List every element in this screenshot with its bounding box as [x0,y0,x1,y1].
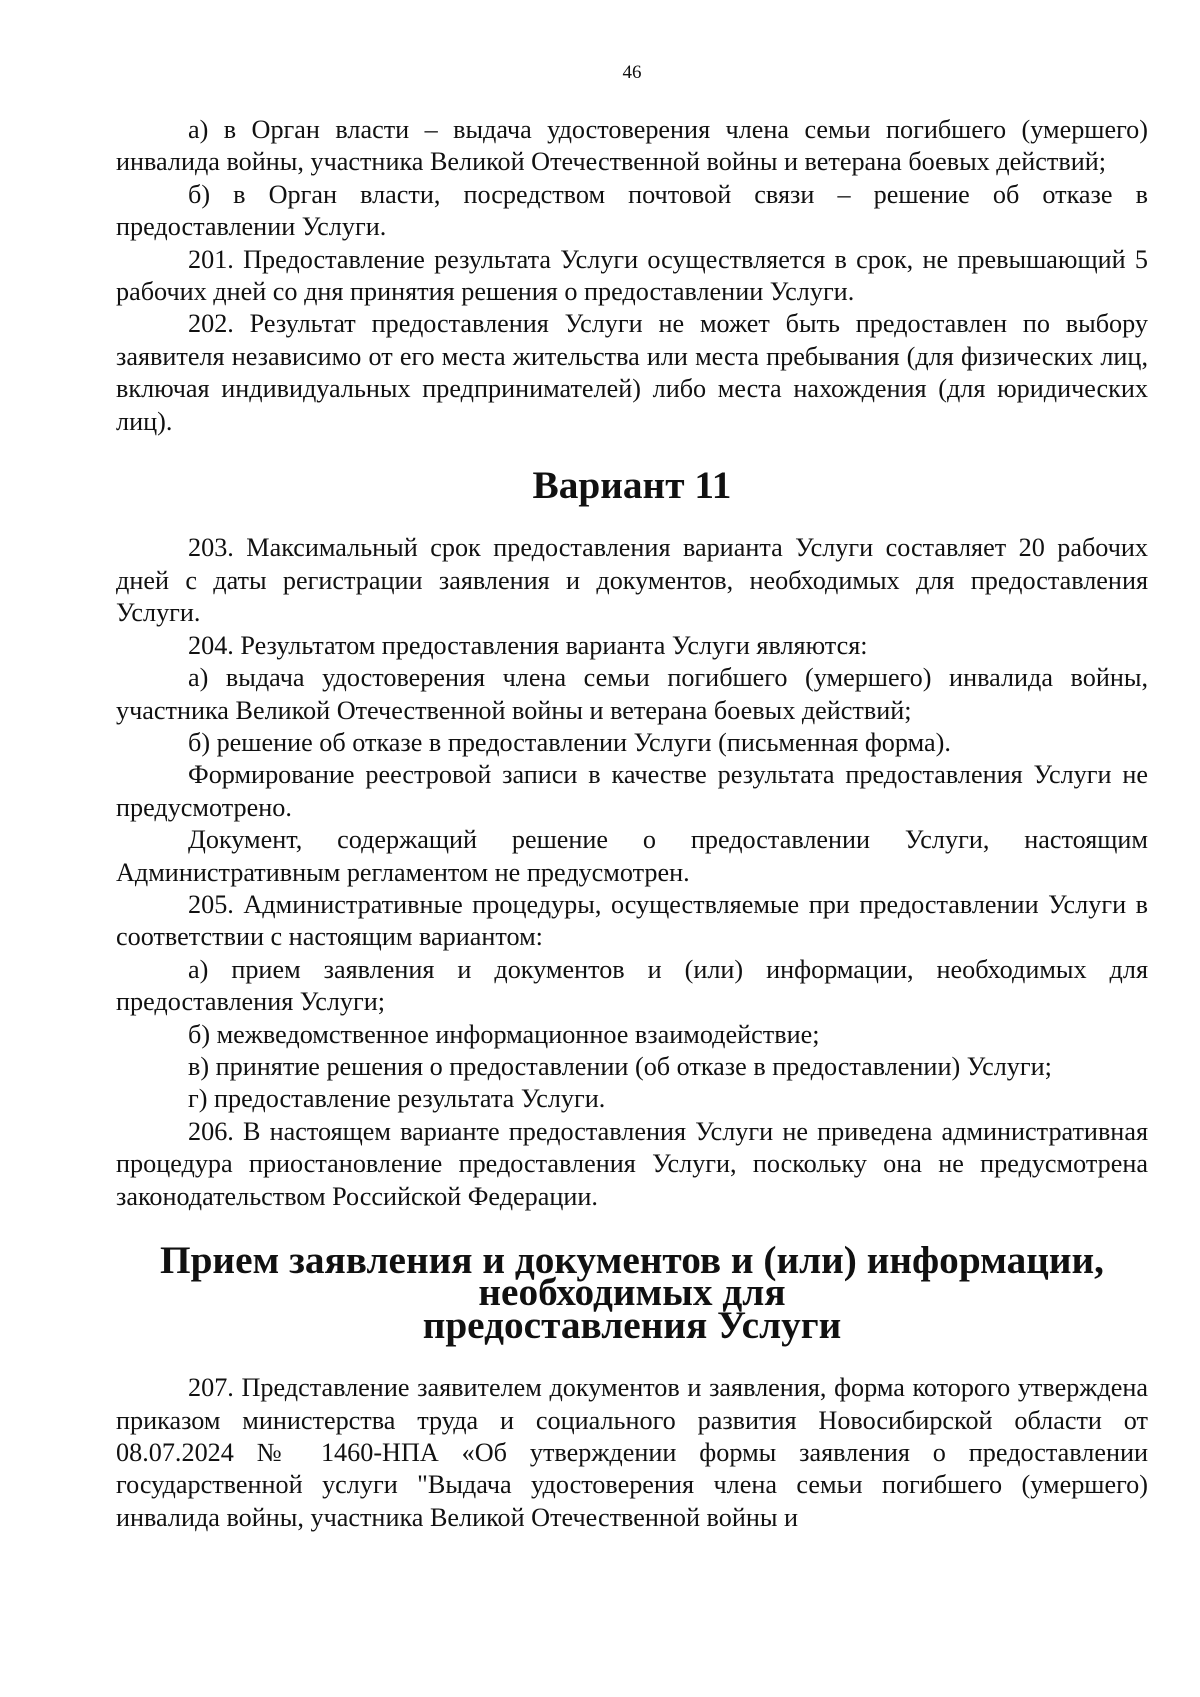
paragraph-202: 202. Результат предоставления Услуги не может быть предоставлен по выбору заявителя независимо от его места жительства или места пребывания (для физических лиц, включая индивидуальных предпринимателей) либо места нахождения (для юридических лиц). [116,309,1148,436]
paragraph-203: 203. Максимальный срок предоставления варианта Услуги составляет 20 рабочих дней с даты регистрации заявления и документов, необходимых для предоставления Услуги. [116,533,1148,628]
heading-variant-11: Вариант 11 [532,463,732,508]
paragraph-205: 205. Административные процедуры, осуществляемые при предоставлении Услуги в соответствии с настоящим вариантом: [116,889,1148,952]
paragraph-205-v: в) принятие решения о предоставлении (об отказе в предоставлении) Услуги; [188,1051,1052,1081]
heading-reception-of-application [116,1238,1148,1347]
paragraph-201: 201. Предоставление результата Услуги осуществляется в срок, не превышающий 5 рабочих дней со дня принятия решения о предоставлении Услуги. [116,244,1148,307]
paragraph-204-b: б) решение об отказе в предоставлении Услуги (письменная форма). [188,727,951,757]
paragraph-registry-record: Формирование реестровой записи в качестве результата предоставления Услуги не предусмотрено. [116,760,1148,822]
paragraph-205-g: г) предоставление результата Услуги. [188,1084,606,1114]
paragraph-a-organ: а) в Орган власти – выдача удостоверения члена семьи погибшего (умершего) инвалида войны, участника Великой Отечественной войны и ветерана боевых действий; [116,115,1148,177]
paragraph-206: 206. В настоящем варианте предоставления Услуги не приведена административная процедура приостановление предоставления Услуги, поскольку она не предусмотрена законодательством Российской Федерации. [116,1116,1148,1211]
paragraph-207: 207. Представление заявителем документов и заявления, форма которого утверждена приказом министерства труда и социального развития Новосибирской области от 08.07.2024 № 1460-НПА «Об утверждении формы заявления о предоставлении государственной услуги "Выдача удостоверения члена семьи погибшего (умершего) инвалида войны, участника Великой Отечественной войны и [116,1373,1148,1532]
paragraph-205-a: а) прием заявления и документов и (или) информации, необходимых для предоставления Услуги; [116,954,1148,1017]
paragraph-decision-document: Документ, содержащий решение о предоставлении Услуги, настоящим Административным регламентом не предусмотрен. [116,825,1148,887]
paragraph-b-organ-post: б) в Орган власти, посредством почтовой связи – решение об отказе в предоставлении Услуги. [116,179,1148,242]
heading-reception-line-2: предоставления Услуги [422,1302,842,1347]
document-page [116,62,1148,1534]
heading-reception-line-1: Прием заявления и документов и (или) информации, необходимых для [160,1238,1104,1315]
paragraph-204: 204. Результатом предоставления варианта Услуги являются: [188,630,868,660]
page-number: 46 [622,62,642,83]
paragraph-205-b: б) межведомственное информационное взаимодействие; [188,1019,820,1049]
paragraph-204-a: а) выдача удостоверения члена семьи погибшего (умершего) инвалида войны, участника Великой Отечественной войны и ветерана боевых действий; [116,663,1148,725]
